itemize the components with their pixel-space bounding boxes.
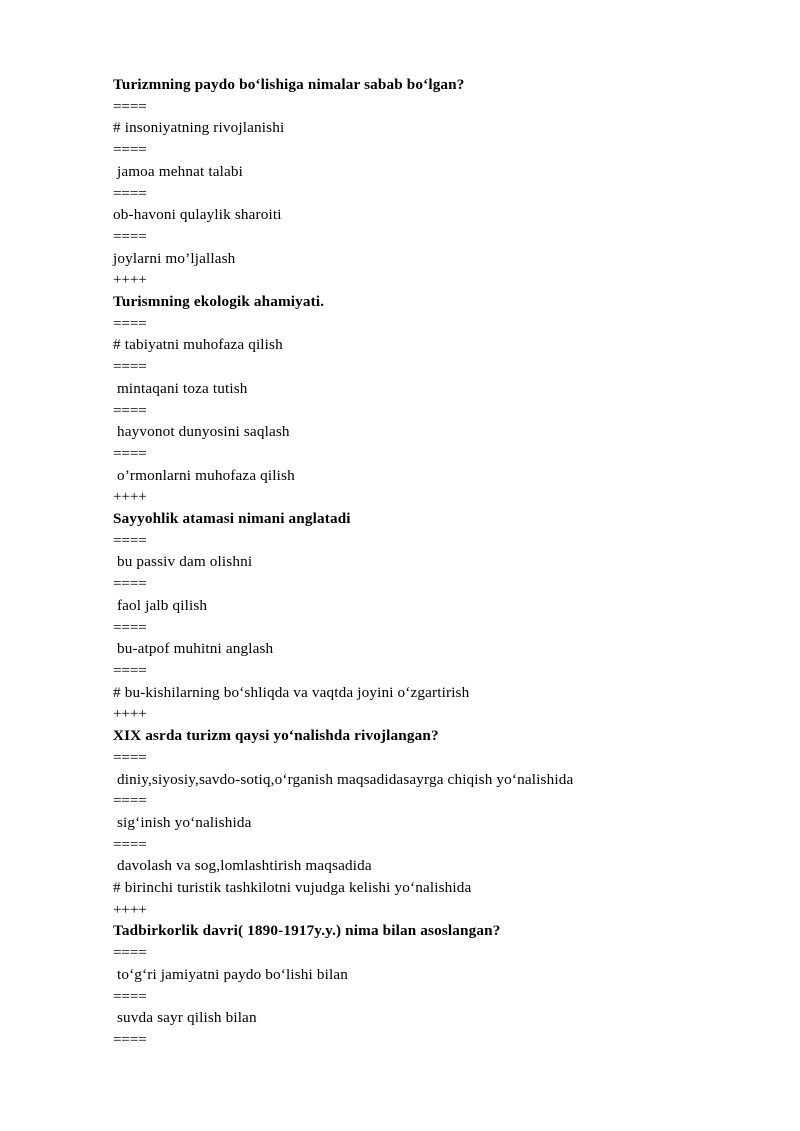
answer-option-correct: # tabiyatni muhofaza qilish: [113, 336, 283, 354]
question-block: [113, 291, 740, 508]
block-terminator: ++++: [113, 488, 147, 506]
answer-option: davolash va sog,lomlashtirish maqsadida: [113, 857, 372, 875]
question-block: [113, 508, 740, 725]
answer-option: joylarni mo’ljallash: [113, 249, 236, 267]
option-separator: ====: [113, 227, 147, 245]
option-separator: ====: [113, 792, 147, 810]
option-separator: ====: [113, 1030, 147, 1048]
question-heading: Turismning ekologik ahamiyati.: [113, 293, 325, 311]
option-separator: ====: [113, 141, 147, 159]
answer-option: suvda sayr qilish bilan: [113, 1009, 257, 1027]
answer-option-correct: # bu-kishilarning boʻshliqda va vaqtda joyini oʻzgartirish: [113, 683, 470, 701]
answer-option: diniy,siyosiy,savdo-sotiq,oʻrganish maqsadidasayrga chiqish yoʻnalishida: [113, 770, 574, 788]
block-terminator: ++++: [113, 705, 147, 723]
option-separator: ====: [113, 401, 147, 419]
answer-option: hayvonot dunyosini saqlash: [113, 423, 290, 441]
option-separator: ====: [113, 184, 147, 202]
answer-option: faol jalb qilish: [113, 596, 208, 614]
block-terminator: ++++: [113, 900, 147, 918]
question-heading: Sayyohlik atamasi nimani anglatadi: [113, 510, 351, 528]
question-heading: XIX asrda turizm qaysi yoʻnalishda rivojlangan?: [113, 727, 439, 745]
option-separator: ====: [113, 618, 147, 636]
answer-option: mintaqani toza tutish: [113, 379, 248, 397]
answer-option: sigʻinish yoʻnalishida: [113, 813, 252, 831]
option-separator: ====: [113, 444, 147, 462]
answer-option: toʻgʻri jamiyatni paydo boʻlishi bilan: [113, 965, 348, 983]
document-text-body: [113, 74, 740, 1051]
question-heading: Tadbirkorlik davri( 1890-1917y.y.) nima bilan asoslangan?: [113, 922, 501, 940]
question-heading: Turizmning paydo boʻlishiga nimalar sabab boʻlgan?: [113, 76, 465, 93]
option-separator: ====: [113, 531, 147, 549]
question-block: [113, 725, 740, 920]
answer-option: bu passiv dam olishni: [113, 553, 253, 571]
answer-option: jamoa mehnat talabi: [113, 162, 243, 180]
option-separator: ====: [113, 97, 147, 115]
question-block: [113, 920, 740, 1050]
answer-option: bu-atpof muhitni anglash: [113, 640, 274, 658]
answer-option-correct: # insoniyatning rivojlanishi: [113, 119, 285, 137]
option-separator: ====: [113, 314, 147, 332]
question-block: [113, 74, 740, 291]
option-separator: ====: [113, 748, 147, 766]
option-separator: ====: [113, 661, 147, 679]
option-separator: ====: [113, 835, 147, 853]
answer-option-correct: # birinchi turistik tashkilotni vujudga kelishi yoʻnalishida: [113, 879, 472, 897]
answer-option: o’rmonlarni muhofaza qilish: [113, 466, 295, 484]
option-separator: ====: [113, 987, 147, 1005]
option-separator: ====: [113, 358, 147, 376]
answer-option: ob-havoni qulaylik sharoiti: [113, 206, 282, 224]
option-separator: ====: [113, 575, 147, 593]
block-terminator: ++++: [113, 271, 147, 289]
option-separator: ====: [113, 944, 147, 962]
